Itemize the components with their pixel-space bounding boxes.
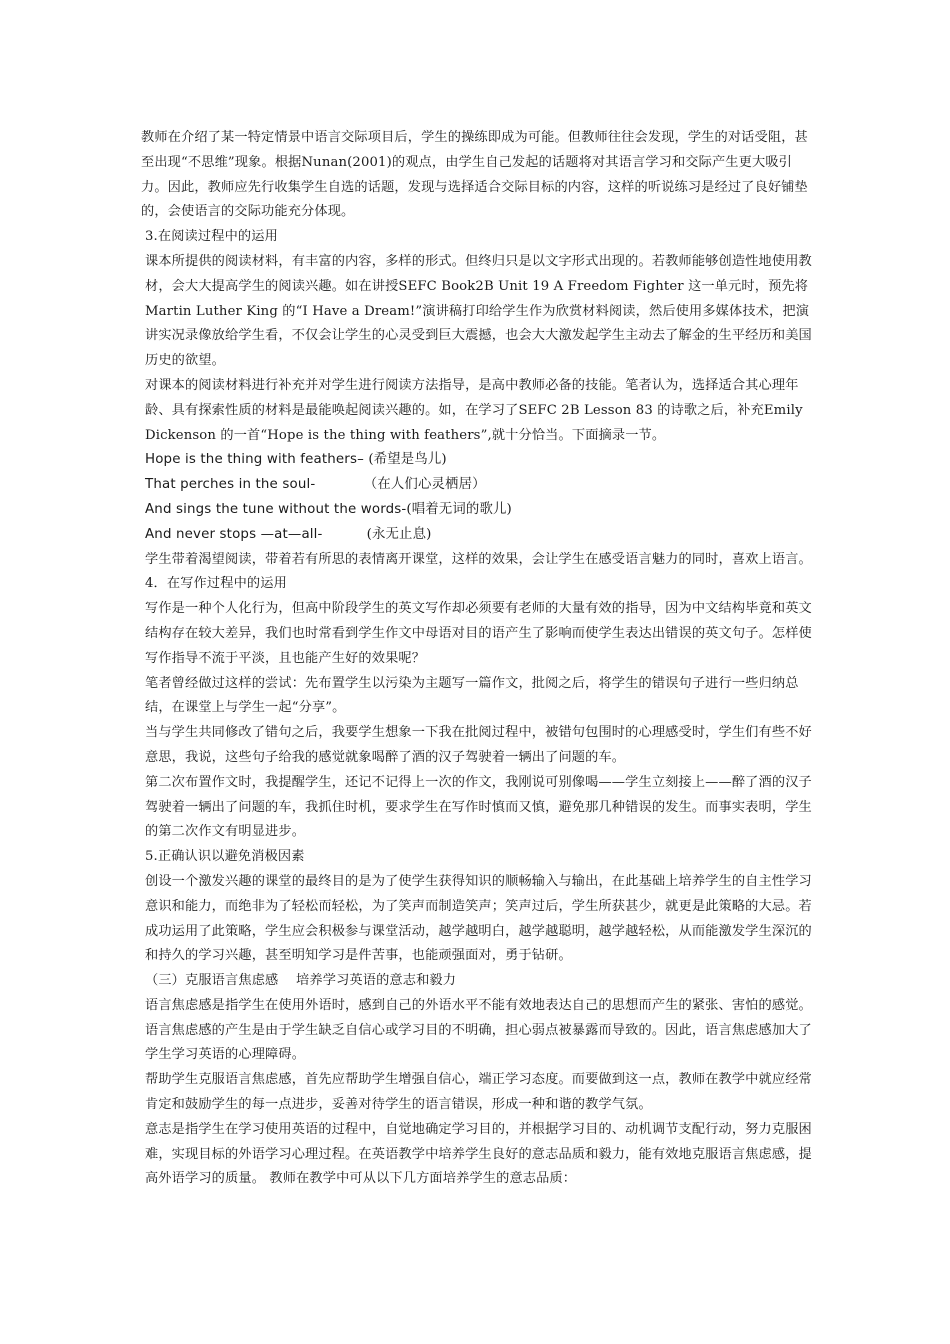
poem-line (141, 498, 813, 523)
paragraph-reading-effect: 学生带着渴望阅读，带着若有所思的表情离开课堂，这样的效果，会让学生在感受语言魅力的同时，喜欢上语言。 (145, 551, 812, 567)
poem-line-english: Hope is the thing with feathers– (145, 452, 369, 468)
poem-line-chinese: (唱着无词的歌儿) (406, 501, 512, 517)
paragraph-reading-materials: 课本所提供的阅读材料，有丰富的内容，多样的形式。但终归只是以文字形式出现的。若教师能够创造性地使用教材，会大大提高学生的阅读兴趣。如在讲授SEFC Book2B Unit 19 A Freedom Fighter 这一单元时，预先将Martin Luther King 的“I Have a Dream!”演讲稿打印给学生作为欣赏材料阅读，然后使用多媒体技术，把演讲实况录像放给学生看，不仅会让学生的心灵受到巨大震撼，也会大大激发起学生主动去了解金的生平经历和美国历史的欲望。 (145, 253, 812, 369)
paragraph-writing-revision: 当与学生共同修改了错句之后，我要学生想象一下我在批阅过程中，被错句包围时的心理感受时，学生们有些不好意思，我说，这些句子给我的感觉就象喝醉了酒的汉子驾驶着一辆出了问题的车。 (145, 725, 812, 765)
paragraph-writing-attempt: 笔者曾经做过这样的尝试：先布置学生以污染为主题写一篇作文，批阅之后，将学生的错误句子进行一些归纳总结，在课堂上与学生一起“分享”。 (145, 675, 799, 716)
poem-line (141, 523, 813, 548)
paragraph-writing-second: 第二次布置作文时，我提醒学生，还记不记得上一次的作文，我刚说可别像喝——学生立刻接上——醉了酒的汉子驾驶着一辆出了问题的车，我抓住时机，要求学生在写作时慎而又慎，避免那几种错误的发生。而事实表明，学生的第二次作文有明显进步。 (145, 774, 812, 840)
paragraph-will-definition: 意志是指学生在学习使用英语的过程中，自觉地确定学习目的，并根据学习目的、动机调节支配行动，努力克服困难，实现目标的外语学习心理过程。在英语教学中培养学生良好的意志品质和毅力，能有效地克服语言焦虑感，提高外语学习的质量。 教师在教学中可从以下几方面培养学生的意志品质： (145, 1121, 812, 1187)
poem-excerpt (141, 448, 813, 547)
poem-line-english: And never stops —at—all- (145, 526, 367, 542)
poem-line-english: And sings the tune without the words- (145, 501, 407, 517)
poem-line-chinese: （在人们心灵栖居） (363, 477, 486, 493)
poem-line (141, 448, 813, 473)
paragraph-anxiety-definition: 语言焦虑感是指学生在使用外语时，感到自己的外语水平不能有效地表达自己的思想而产生的紧张、害怕的感觉。语言焦虑感的产生是由于学生缺乏自信心或学习目的不明确，担心弱点被暴露而导致的。因此，语言焦虑感加大了学生学习英语的心理障碍。 (145, 997, 812, 1063)
heading-writing: 4．在写作过程中的运用 (145, 576, 287, 592)
paragraph-speaking-practice: 教师在介绍了某一特定情景中语言交际项目后，学生的操练即成为可能。但教师往往会发现，学生的对话受阻，甚至出现“不思维”现象。根据Nunan(2001)的观点，由学生自己发起的话题将对其语言学习和交际产生更大吸引力。因此，教师应先行收集学生自选的话题，发现与选择适合交际目标的内容，这样的听说练习是经过了良好铺垫的，会使语言的交际功能充分体现。 (141, 130, 808, 220)
heading-reading: 3.在阅读过程中的运用 (145, 229, 278, 245)
paragraph-writing-guidance: 写作是一种个人化行为，但高中阶段学生的英文写作却必须要有老师的大量有效的指导，因为中文结构毕竟和英文结构存在较大差异，我们也时常看到学生作文中母语对目的语产生了影响而使学生表达出错误的英文句子。怎样使写作指导不流于平淡，且也能产生好的效果呢？ (145, 601, 812, 666)
paragraph-interest-goal: 创设一个激发兴趣的课堂的最终目的是为了使学生获得知识的顺畅输入与输出，在此基础上培养学生的自主性学习意识和能力，而绝非为了轻松而轻松，为了笑声而制造笑声；笑声过后，学生所获甚少，就更是此策略的大忌。若成功运用了此策略，学生应会积极参与课堂活动，越学越明白，越学越聪明，越学越轻松，从而能激发学生深沉的和持久的学习兴趣，甚至明知学习是件苦事，也能顽强面对，勇于钻研。 (145, 873, 812, 964)
paragraph-reading-supplement: 对课本的阅读材料进行补充并对学生进行阅读方法指导，是高中教师必备的技能。笔者认为，选择适合其心理年龄、具有探索性质的材料是最能唤起阅读兴趣的。如，在学习了SEFC 2B Lesson 83 的诗歌之后，补充Emily Dickenson 的一首“Hope is the thing with feathers”,就十分恰当。下面摘录一节。 (145, 377, 803, 443)
poem-line (141, 473, 813, 498)
paragraph-anxiety-help: 帮助学生克服语言焦虑感，首先应帮助学生增强自信心，端正学习态度。而要做到这一点，教师在教学中就应经常肯定和鼓励学生的每一点进步，妥善对待学生的语言错误，形成一种和谐的教学气氛。 (145, 1072, 812, 1113)
heading-anxiety: （三）克服语言焦虑感 培养学习英语的意志和毅力 (145, 973, 457, 989)
poem-line-english: That perches in the soul- (145, 477, 364, 493)
heading-avoid-negative: 5.正确认识以避免消极因素 (145, 849, 305, 865)
document-body (141, 126, 813, 1192)
poem-line-chinese: (希望是鸟儿) (368, 452, 447, 468)
poem-line-chinese: (永无止息) (366, 526, 432, 542)
